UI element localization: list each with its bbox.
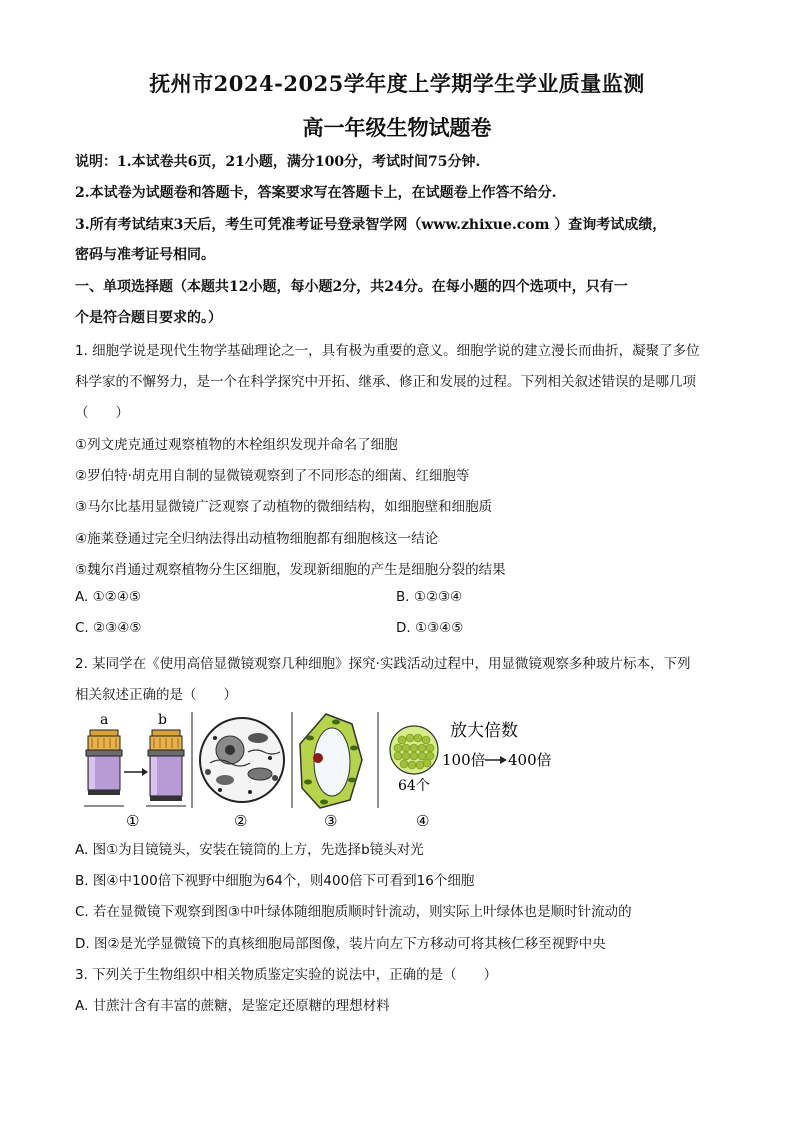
q2-stem-line1: 2. 某同学在《使用高倍显微镜观察几种细胞》探究·实践活动过程中，用显微镜观察多种玻片标本，下列 xyxy=(75,656,691,672)
q2-option-b: B. 图④中100倍下视野中细胞为64个，则400倍下可看到16个细胞 xyxy=(75,873,475,889)
label-a: a xyxy=(100,712,109,728)
q1-statement-4: ④施莱登通过完全归纳法得出动植物细胞都有细胞核这一结论 xyxy=(75,531,439,547)
q3-stem: 3. 下列关于生物组织中相关物质鉴定实验的说法中，正确的是（ ） xyxy=(75,967,498,983)
q1-statement-5: ⑤魏尔肖通过观察植物分生区细胞，发现新细胞的产生是细胞分裂的结果 xyxy=(75,562,506,578)
magnification-arrow-head xyxy=(500,756,507,764)
cell-count-label: 64个 xyxy=(398,778,430,794)
q1-stem-line1: 1. 细胞学说是现代生物学基础理论之一，具有极为重要的意义。细胞学说的建立漫长而曲折，凝聚了多位 xyxy=(75,343,700,359)
microscope-figure xyxy=(80,708,560,834)
arrow-head xyxy=(142,768,148,776)
instruction-1: 说明：1.本试卷共6页，21小题，满分100分，考试时间75分钟. xyxy=(75,154,481,170)
q1-option-b: B. ①②③④ xyxy=(396,589,463,605)
q1-option-a: A. ①②④⑤ xyxy=(75,589,141,605)
instruction-3: 3.所有考试结束3天后，考生可凭准考证号登录智学网（www.zhixue.com ）查询考试成绩， xyxy=(75,217,667,233)
q1-option-d: D. ①③④⑤ xyxy=(396,620,464,636)
objective-lens-a xyxy=(86,730,122,795)
q2-option-d: D. 图②是光学显微镜下的真核细胞局部图像，装片向左下方移动可将其核仁移至视野中央 xyxy=(75,936,606,952)
figure-number-3: ③ xyxy=(324,812,338,830)
q1-statement-2: ②罗伯特·胡克用自制的显微镜观察到了不同形态的细菌、红细胞等 xyxy=(75,468,470,484)
label-b: b xyxy=(158,712,167,728)
figure-number-2: ② xyxy=(234,812,248,830)
q3-option-a: A. 甘蔗汁含有丰富的蔗糖，是鉴定还原糖的理想材料 xyxy=(75,998,390,1014)
plant-cell xyxy=(300,714,362,808)
cell-cluster xyxy=(390,726,438,774)
magnification-to: 400倍 xyxy=(508,751,552,769)
cell-micrograph xyxy=(200,718,284,802)
q1-stem-line3: （ ） xyxy=(75,405,129,421)
section-heading: 一、单项选择题（本题共12小题，每小题2分，共24分。在每小题的四个选项中，只有一 xyxy=(75,279,628,295)
q1-statement-1: ①列文虎克通过观察植物的木栓组织发现并命名了细胞 xyxy=(75,437,398,453)
section-heading-cont: 个是符合题目要求的。） xyxy=(75,310,222,326)
q2-option-a: A. 图①为目镜镜头，安装在镜筒的上方，先选择b镜头对光 xyxy=(75,842,424,858)
instruction-2: 2.本试卷为试题卷和答题卡，答案要求写在答题卡上，在试题卷上作答不给分. xyxy=(75,185,557,201)
q1-stem-line2: 科学家的不懈努力，是一个在科学探究中开拓、继承、修正和发展的过程。下列相关叙述错误的是哪几项 xyxy=(75,374,696,390)
q1-option-c: C. ②③④⑤ xyxy=(75,620,142,636)
exam-subtitle: 高一年级生物试题卷 xyxy=(302,115,492,140)
figure-number-4: ④ xyxy=(416,812,430,830)
instruction-3-cont: 密码与准考证号相同。 xyxy=(75,247,215,263)
objective-lens-b xyxy=(148,730,184,801)
q2-option-c: C. 若在显微镜下观察到图③中叶绿体随细胞质顺时针流动，则实际上叶绿体也是顺时针流动的 xyxy=(75,904,632,920)
exam-title: 抚州市2024-2025学年度上学期学生学业质量监测 xyxy=(149,71,645,96)
magnification-from: 100倍 xyxy=(442,751,486,769)
figure-number-1: ① xyxy=(126,812,140,830)
magnification-title: 放大倍数 xyxy=(450,721,518,741)
q1-statement-3: ③马尔比基用显微镜广泛观察了动植物的微细结构，如细胞壁和细胞质 xyxy=(75,499,493,515)
q2-stem-line2: 相关叙述正确的是（ ） xyxy=(75,687,237,703)
